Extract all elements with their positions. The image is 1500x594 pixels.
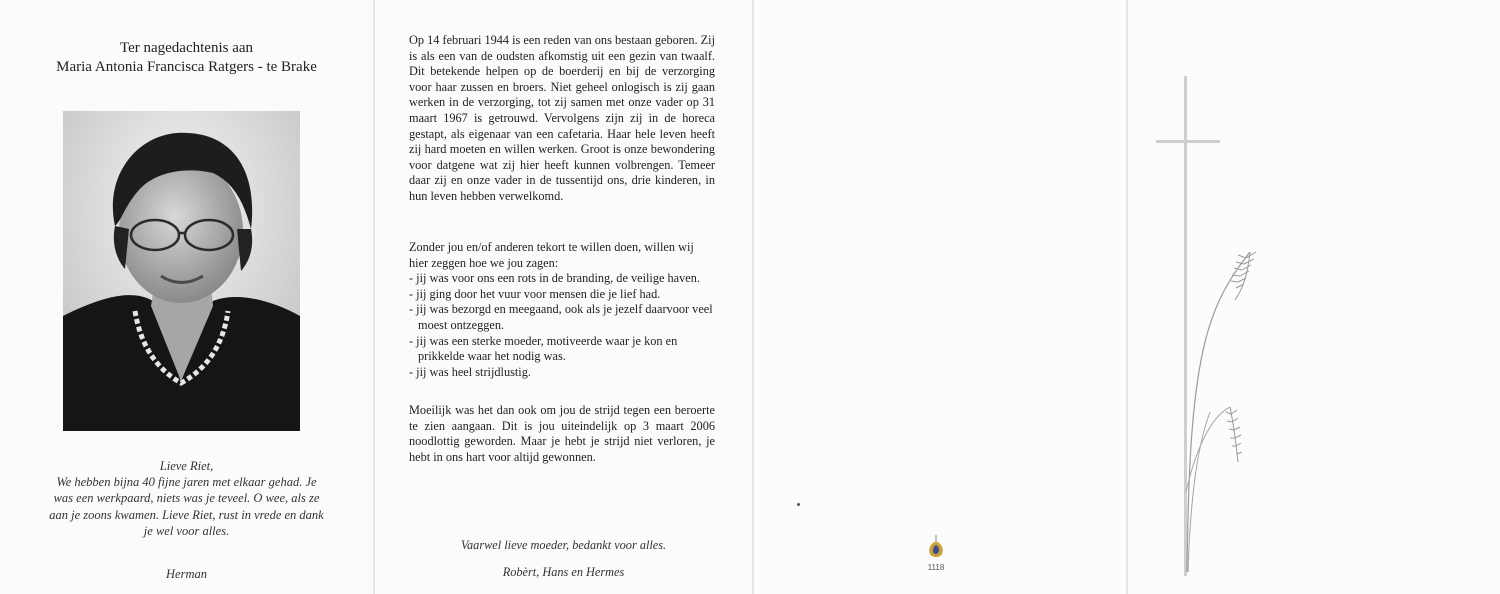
printer-code: 1118 (927, 563, 945, 572)
story-paragraph-3: Moeilijk was het dan ook om jou de strijd tegen een beroerte te zien aangaan. Dit is jou uiteindelijk op 3 maart 2006 noodlottig geworden. Maar je hebt je strijd niet verloren, je hebt in ons hart voor altijd gewonnen. (409, 403, 715, 464)
list-item: - jij was heel strijdlustig. (409, 364, 531, 379)
story-paragraph-1: Op 14 februari 1944 is een reden van ons bestaan geboren. Zij is als een van de oudsten afkomstig uit een gezin van twaalf. Dit betekende helpen op de boerderij en bij de verzorging voor haar zussen en broers. Niet geheel onlogisch is zij gaan werken in de verzorging, tot zij samen met onze vader op 31 maart 1967 is getrouwd. Vervolgens zijn zij in de horeca gestapt, als eigenaar van een cafetaria. Haar hele leven heeft zij hard moeten en willen werken. Groot is onze bewondering voor datgene wat zij hier heeft kunnen volbrengen. Temeer daar zij en onze vader in de tussentijd ons, drie kinderen, in hun leven hebben verwelkomd. (409, 33, 715, 203)
list-item: - jij was voor ons een rots in de branding, de veilige haven. (409, 271, 700, 286)
blank-panel (754, 0, 1126, 594)
title-line-1: Ter nagedachtenis aan (119, 40, 254, 56)
story-text (409, 33, 715, 205)
dedication-line-1: We hebben bijna 40 fijne jaren met elkaar gehad. Je (56, 475, 317, 489)
story-intro-line-2: hier zeggen hoe we jou zagen: (409, 255, 559, 270)
dedication-line-3: aan je zoons kwamen. Lieve Riet, rust in vrede en dank (49, 508, 324, 522)
story-closing (409, 403, 715, 465)
list-item: - jij was een sterke moeder, motiveerde waar je kon en prikkelde waar het nodig was. (409, 333, 678, 364)
story-list-block (409, 240, 715, 380)
dedication-signature: Herman (166, 567, 207, 581)
paper-speck (797, 503, 800, 506)
qualities-list (409, 271, 715, 380)
list-item: - jij ging door het vuur voor mensen die je lief had. (409, 286, 661, 301)
dedication-line-2: was een werkpaard, niets was je teveel. O wee, als ze (53, 491, 320, 505)
printer-logo-icon (926, 535, 946, 566)
cross-with-wheat-icon (1150, 72, 1270, 587)
children-signatures: Robèrt, Hans en Hermes (502, 565, 625, 579)
dedication-line-4: je wel voor alles. (143, 524, 230, 538)
dedication-greeting: Lieve Riet, (159, 459, 214, 473)
story-intro-line-1: Zonder jou en/of anderen tekort te willen doen, willen wij (409, 240, 694, 254)
farewell-line: Vaarwel lieve moeder, bedankt voor alles. (460, 538, 667, 552)
list-item: - jij was bezorgd en meegaand, ook als je jezelf daarvoor veel moest ontzeggen. (409, 302, 713, 332)
deceased-name: Maria Antonia Francisca Ratgers - te Brake (56, 59, 317, 75)
portrait-photo (63, 111, 300, 431)
